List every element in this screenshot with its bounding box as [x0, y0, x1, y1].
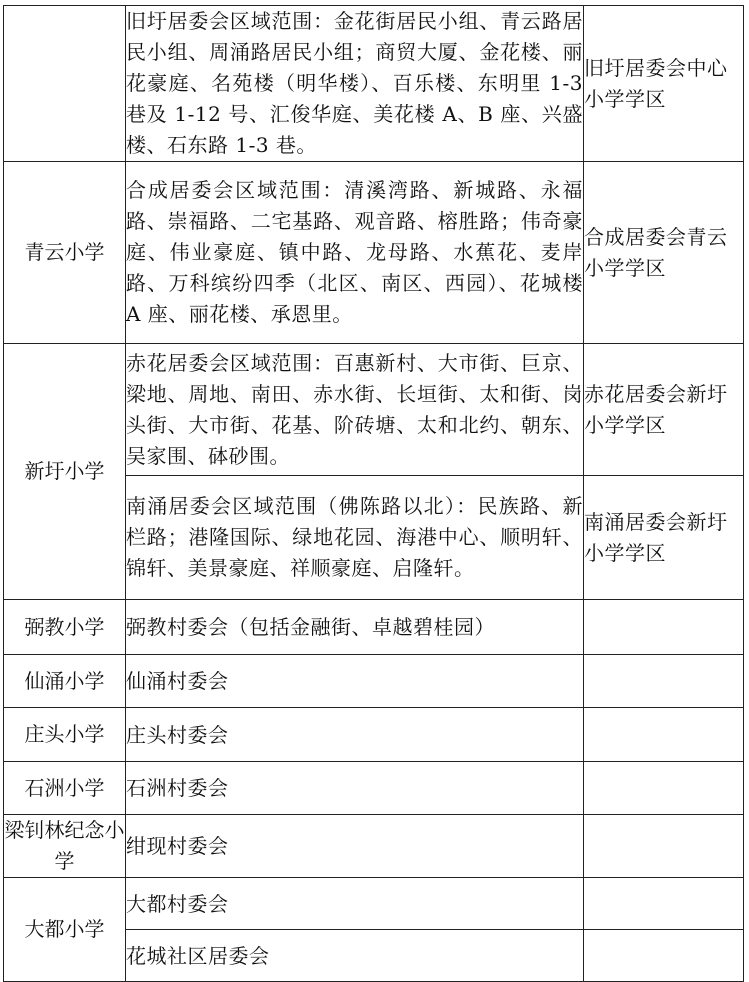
school-cell: 庄头小学	[4, 708, 126, 762]
school-cell: 仙涌小学	[4, 655, 126, 708]
area-cell: 弼教村委会（包括金融街、卓越碧桂园）	[126, 600, 584, 655]
school-cell: 石洲小学	[4, 762, 126, 815]
area-cell: 南涌居委会区域范围（佛陈路以北）：民族路、新栏路；港隆国际、绿地花园、海港中心、顺明轩、锦轩、美景豪庭、祥顺豪庭、启隆轩。	[126, 476, 584, 600]
area-cell: 旧圩居委会区域范围：金花街居民小组、青云路居民小组、周涌路居民小组；商贸大厦、金花楼、丽花豪庭、名苑楼（明华楼）、百乐楼、东明里 1-3 巷及 1-12 号、汇俊华庭、美花楼 A、B 座、兴盛楼、石东路 1-3 巷。	[126, 6, 584, 162]
table-row	[4, 815, 744, 878]
table-row	[4, 878, 744, 930]
school-cell: 大都小学	[4, 878, 126, 982]
table-row	[4, 6, 744, 162]
area-cell: 赤花居委会区域范围：百惠新村、大市街、巨京、梁地、周地、南田、赤水街、长垣街、太和街、岗头街、大市街、花基、阶砖塘、太和北约、朝东、吴家围、砵砂围。	[126, 344, 584, 476]
area-cell: 石洲村委会	[126, 762, 584, 815]
area-cell: 合成居委会区域范围：清溪湾路、新城路、永福路、崇福路、二宅基路、观音路、榕胜路；伟奇豪庭、伟业豪庭、镇中路、龙母路、水蕉花、麦岸路、万科缤纷四季（北区、南区、西园）、花城楼 A 座、丽花楼、承恩里。	[126, 162, 584, 344]
table-row	[4, 762, 744, 815]
school-cell: 新圩小学	[4, 344, 126, 600]
table-row	[4, 344, 744, 476]
school-cell: 青云小学	[4, 162, 126, 344]
zone-cell	[584, 708, 744, 762]
zone-cell	[584, 878, 744, 930]
school-district-table	[3, 5, 744, 982]
zone-cell	[584, 762, 744, 815]
zone-cell: 赤花居委会新圩小学学区	[584, 344, 744, 476]
zone-cell	[584, 655, 744, 708]
area-cell: 绀现村委会	[126, 815, 584, 878]
area-cell: 仙涌村委会	[126, 655, 584, 708]
school-cell: 梁钊林纪念小学	[4, 815, 126, 878]
table-row	[4, 600, 744, 655]
table-row	[4, 655, 744, 708]
zone-cell: 旧圩居委会中心小学学区	[584, 6, 744, 162]
table-row	[4, 162, 744, 344]
school-cell: 弼教小学	[4, 600, 126, 655]
area-cell: 庄头村委会	[126, 708, 584, 762]
area-cell: 花城社区居委会	[126, 930, 584, 982]
zone-cell	[584, 930, 744, 982]
area-cell: 大都村委会	[126, 878, 584, 930]
zone-cell: 合成居委会青云小学学区	[584, 162, 744, 344]
zone-cell	[584, 600, 744, 655]
zone-cell: 南涌居委会新圩小学学区	[584, 476, 744, 600]
zone-cell	[584, 815, 744, 878]
table-row	[4, 708, 744, 762]
school-cell	[4, 6, 126, 162]
